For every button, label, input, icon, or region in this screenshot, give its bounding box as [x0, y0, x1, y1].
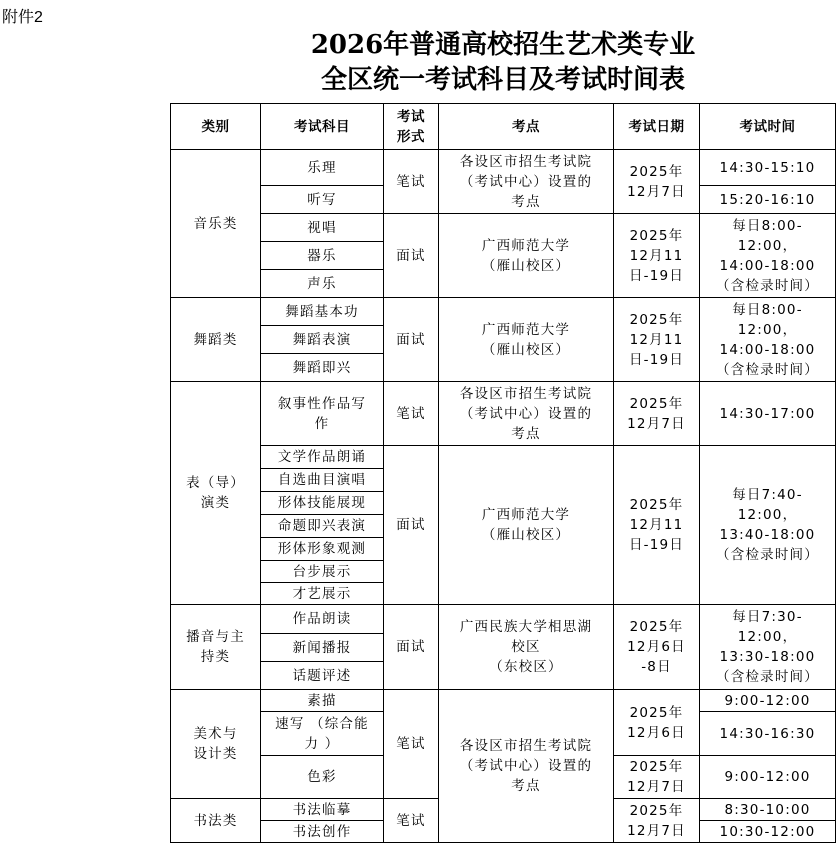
- exam-schedule-table: [170, 103, 836, 843]
- date-cell: 2025年 12月7日: [614, 756, 700, 799]
- date-cell: 2025年 12月11 日-19日: [614, 214, 700, 298]
- header-form: 考试 形式: [384, 104, 439, 150]
- subject-cell: 听写: [261, 186, 384, 214]
- subject-cell: 作品朗读: [261, 605, 384, 634]
- table-row: [171, 382, 836, 446]
- page-title-line-2: 全区统一考试科目及考试时间表: [320, 65, 685, 95]
- time-cell: 每日7:30- 12:00， 13:30-18:00 （含检录时间）: [700, 605, 836, 690]
- form-cell: 面试: [384, 298, 439, 382]
- time-cell: 14:30-16:30: [700, 712, 836, 756]
- subject-cell: 素描: [261, 690, 384, 712]
- venue-cell: 广西师范大学 （雁山校区）: [439, 214, 614, 298]
- venue-cell: 各设区市招生考试院 （考试中心）设置的 考点: [439, 690, 614, 843]
- subject-cell: 色彩: [261, 756, 384, 799]
- time-cell: 10:30-12:00: [700, 821, 836, 843]
- form-cell: 面试: [384, 605, 439, 690]
- category-dance: 舞蹈类: [171, 298, 261, 382]
- subject-cell: 才艺展示: [261, 583, 384, 605]
- time-cell: 每日8:00- 12:00， 14:00-18:00 （含检录时间）: [700, 298, 836, 382]
- date-cell: 2025年 12月6日: [614, 690, 700, 756]
- header-venue: 考点: [439, 104, 614, 150]
- header-category: 类别: [171, 104, 261, 150]
- subject-cell: 话题评述: [261, 662, 384, 690]
- form-cell: 面试: [384, 446, 439, 605]
- time-cell: 9:00-12:00: [700, 690, 836, 712]
- time-cell: 14:30-15:10: [700, 150, 836, 186]
- time-cell: 8:30-10:00: [700, 799, 836, 821]
- subject-cell: 声乐: [261, 270, 384, 298]
- time-cell: 每日7:40- 12:00， 13:40-18:00 （含检录时间）: [700, 446, 836, 605]
- table-row: [171, 605, 836, 634]
- category-broadcast: 播音与主 持类: [171, 605, 261, 690]
- subject-cell: 书法创作: [261, 821, 384, 843]
- subject-cell: 视唱: [261, 214, 384, 242]
- table-row: [171, 150, 836, 186]
- date-cell: 2025年 12月7日: [614, 799, 700, 843]
- form-cell: 笔试: [384, 382, 439, 446]
- category-calligraphy: 书法类: [171, 799, 261, 843]
- venue-cell: 广西民族大学相思湖 校区 （东校区）: [439, 605, 614, 690]
- page-title-line-1: 2026年普通高校招生艺术类专业: [310, 30, 696, 60]
- date-cell: 2025年 12月7日: [614, 382, 700, 446]
- form-cell: 笔试: [384, 150, 439, 214]
- venue-cell: 广西师范大学 （雁山校区）: [439, 446, 614, 605]
- time-cell: 每日8:00- 12:00， 14:00-18:00 （含检录时间）: [700, 214, 836, 298]
- table-row: [171, 214, 836, 242]
- date-cell: 2025年 12月11 日-19日: [614, 298, 700, 382]
- table-row: [171, 446, 836, 469]
- header-time: 考试时间: [700, 104, 836, 150]
- category-art: 美术与 设计类: [171, 690, 261, 799]
- date-cell: 2025年 12月7日: [614, 150, 700, 214]
- subject-cell: 文学作品朗诵: [261, 446, 384, 469]
- table-row: [171, 690, 836, 712]
- subject-cell: 舞蹈基本功: [261, 298, 384, 326]
- subject-cell: 速写 （综合能 力 ）: [261, 712, 384, 756]
- subject-cell: 新闻播报: [261, 634, 384, 662]
- category-drama: 表（导） 演类: [171, 382, 261, 605]
- table-row: [171, 298, 836, 326]
- header-row: [171, 104, 836, 150]
- subject-cell: 自选曲目演唱: [261, 469, 384, 492]
- date-cell: 2025年 12月6日 -8日: [614, 605, 700, 690]
- subject-cell: 舞蹈即兴: [261, 354, 384, 382]
- subject-cell: 舞蹈表演: [261, 326, 384, 354]
- category-music: 音乐类: [171, 150, 261, 298]
- attachment-label: 附件2: [2, 9, 43, 26]
- header-subject: 考试科目: [261, 104, 384, 150]
- subject-cell: 乐理: [261, 150, 384, 186]
- time-cell: 14:30-17:00: [700, 382, 836, 446]
- form-cell: 面试: [384, 214, 439, 298]
- form-cell: 笔试: [384, 799, 439, 843]
- subject-cell: 叙事性作品写 作: [261, 382, 384, 446]
- date-cell: 2025年 12月11 日-19日: [614, 446, 700, 605]
- subject-cell: 器乐: [261, 242, 384, 270]
- subject-cell: 命题即兴表演: [261, 515, 384, 538]
- time-cell: 15:20-16:10: [700, 186, 836, 214]
- form-cell: 笔试: [384, 690, 439, 799]
- subject-cell: 形体形象观测: [261, 538, 384, 561]
- subject-cell: 台步展示: [261, 561, 384, 583]
- header-date: 考试日期: [614, 104, 700, 150]
- subject-cell: 书法临摹: [261, 799, 384, 821]
- venue-cell: 各设区市招生考试院 （考试中心）设置的 考点: [439, 382, 614, 446]
- venue-cell: 各设区市招生考试院 （考试中心）设置的 考点: [439, 150, 614, 214]
- time-cell: 9:00-12:00: [700, 756, 836, 799]
- subject-cell: 形体技能展现: [261, 492, 384, 515]
- venue-cell: 广西师范大学 （雁山校区）: [439, 298, 614, 382]
